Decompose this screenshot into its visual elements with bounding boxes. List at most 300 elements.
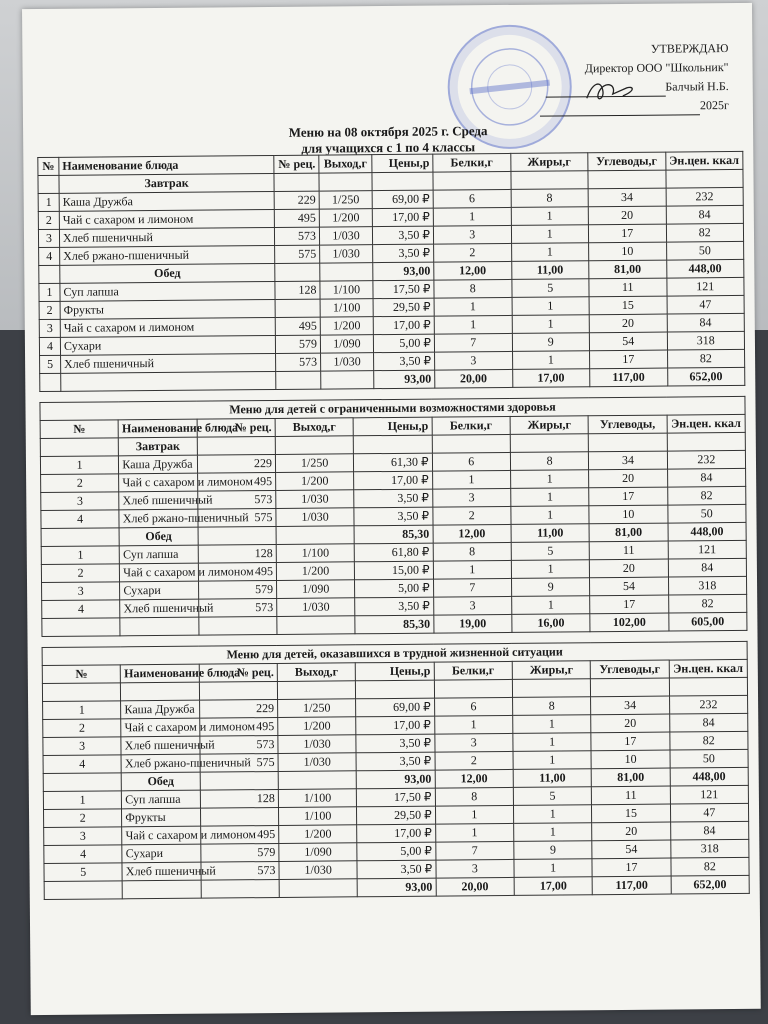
carbs: 20 <box>590 559 668 578</box>
price: 61,30 ₽ <box>354 453 432 472</box>
fat: 1 <box>512 297 590 316</box>
fat: 1 <box>511 243 589 262</box>
protein: 1 <box>433 207 511 226</box>
total-price: 93,00 <box>374 370 435 389</box>
energy: 82 <box>667 349 745 368</box>
energy: 84 <box>667 468 746 487</box>
total-energy: 605,00 <box>668 612 747 631</box>
carbs: 20 <box>589 314 667 333</box>
column-header-price: Цены,р <box>353 417 431 436</box>
portion: 1/200 <box>319 209 372 227</box>
portion: 1/200 <box>320 317 373 335</box>
energy: 47 <box>667 295 745 314</box>
price: 5,00 ₽ <box>357 842 435 861</box>
meal-label-blank <box>354 435 432 454</box>
protein: 2 <box>433 506 511 525</box>
price: 3,50 ₽ <box>372 226 433 245</box>
meal-label-blank <box>38 175 59 193</box>
meal-label: Завтрак <box>119 437 197 456</box>
meal-label-blank <box>200 771 278 790</box>
portion: 1/030 <box>277 598 355 617</box>
price: 3,50 ₽ <box>357 860 435 879</box>
portion: 1/250 <box>319 191 372 209</box>
recipe-number: 229 <box>274 191 319 209</box>
section-caption: Меню для детей с ограниченными возможностями здоровья <box>40 396 745 420</box>
column-header-portion: Выход,г <box>277 663 355 682</box>
energy: 50 <box>670 749 749 768</box>
meal-label-blank <box>589 433 667 452</box>
row-number: 2 <box>43 809 121 828</box>
subtotal-energy: 448,00 <box>670 767 749 786</box>
price: 17,50 ₽ <box>373 280 434 299</box>
total-protein: 20,00 <box>435 369 513 388</box>
portion: 1/100 <box>276 544 354 563</box>
portion: 1/030 <box>320 245 373 263</box>
total-blank <box>40 373 61 391</box>
approver-name: Балчый Н.Б. <box>665 79 729 94</box>
meal-label-blank <box>319 173 372 191</box>
protein: 1 <box>433 560 511 579</box>
fat: 1 <box>511 225 589 244</box>
approver-position: Директор ООО "Школьник" <box>584 60 729 76</box>
carbs: 17 <box>590 595 668 614</box>
recipe-number: 229 <box>199 699 277 718</box>
price: 3,50 ₽ <box>354 489 432 508</box>
column-header-fat: Жиры,г <box>510 416 588 435</box>
price: 3,50 ₽ <box>373 244 434 263</box>
meal-label-blank <box>667 432 746 451</box>
meal-label: Обед <box>60 263 275 283</box>
fat: 1 <box>513 751 591 770</box>
row-number: 1 <box>39 283 60 301</box>
fat: 1 <box>513 733 591 752</box>
portion: 1/250 <box>275 454 353 473</box>
fat: 5 <box>511 542 589 561</box>
total-price: 93,00 <box>357 878 435 897</box>
carbs: 17 <box>588 224 666 243</box>
column-header-recipe-number: № рец. <box>199 663 277 682</box>
carbs: 54 <box>590 577 668 596</box>
portion: 1/200 <box>276 562 354 581</box>
carbs: 20 <box>592 822 670 841</box>
row-number: 1 <box>40 456 118 475</box>
dish-name: Чай с сахаром и лимоном <box>121 718 199 737</box>
price: 15,00 ₽ <box>355 561 433 580</box>
total-blank <box>122 880 200 899</box>
protein: 1 <box>434 297 512 316</box>
portion: 1/090 <box>320 335 373 353</box>
date-line <box>540 114 700 116</box>
total-blank <box>201 879 279 898</box>
protein: 3 <box>433 225 511 244</box>
recipe-number: 573 <box>276 353 321 371</box>
fat: 9 <box>512 333 590 352</box>
total-blank <box>44 881 122 900</box>
portion: 1/100 <box>320 299 373 317</box>
column-header-recipe-number: № рец. <box>274 155 319 173</box>
carbs: 54 <box>589 332 667 351</box>
row-number: 3 <box>41 492 119 511</box>
recipe-number: 573 <box>197 490 275 509</box>
energy: 47 <box>670 803 749 822</box>
recipe-number <box>275 299 320 317</box>
protein: 1 <box>435 823 513 842</box>
protein: 8 <box>435 787 513 806</box>
total-carbs: 117,00 <box>592 876 670 895</box>
column-header-fat: Жиры,г <box>512 661 590 680</box>
row-number: 1 <box>38 193 59 211</box>
dish-name: Фрукты <box>122 808 200 827</box>
fat: 1 <box>512 315 590 334</box>
price: 29,50 ₽ <box>373 298 434 317</box>
column-header-dish-name: Наименование блюда <box>59 155 274 175</box>
portion: 1/030 <box>321 353 374 371</box>
section-caption: Меню для детей, оказавшихся в трудной жизненной ситуации <box>42 641 747 665</box>
fat: 8 <box>510 452 588 471</box>
carbs: 15 <box>589 296 667 315</box>
meal-label-blank <box>40 438 118 457</box>
portion: 1/100 <box>278 789 356 808</box>
dish-name: Сухари <box>120 581 198 600</box>
total-blank <box>277 616 355 635</box>
recipe-number: 579 <box>200 843 278 862</box>
carbs: 20 <box>588 206 666 225</box>
menu-table-grades-1-4 <box>37 151 745 392</box>
recipe-number: 128 <box>200 789 278 808</box>
dish-name: Суп лапша <box>60 281 275 301</box>
row-number: 4 <box>39 247 60 265</box>
dish-name: Каша Дружба <box>119 455 197 474</box>
energy: 232 <box>667 450 746 469</box>
subtotal-carbs: 81,00 <box>589 260 667 279</box>
subtotal-carbs: 81,00 <box>589 523 667 542</box>
protein: 6 <box>434 697 512 716</box>
price: 3,50 ₽ <box>374 352 435 371</box>
protein: 3 <box>434 733 512 752</box>
row-number: 5 <box>40 355 61 373</box>
carbs: 10 <box>591 750 669 769</box>
energy: 50 <box>666 241 744 260</box>
subtotal-carbs: 81,00 <box>591 768 669 787</box>
meal-label-blank <box>372 172 433 191</box>
meal-label-blank <box>591 678 669 697</box>
price: 5,00 ₽ <box>373 334 434 353</box>
recipe-number: 495 <box>274 209 319 227</box>
portion: 1/030 <box>276 490 354 509</box>
recipe-number: 495 <box>198 562 276 581</box>
column-header-row-number: № <box>42 665 120 684</box>
meal-label-blank <box>510 434 588 453</box>
meal-label-blank <box>588 170 666 189</box>
energy: 84 <box>667 313 745 332</box>
menu-title: Меню на 08 октября 2025 г. Среда <box>288 123 488 140</box>
meal-label-blank <box>197 436 275 455</box>
row-number: 4 <box>41 510 119 529</box>
carbs: 15 <box>592 804 670 823</box>
dish-name: Хлеб ржано-пшеничный <box>121 754 199 773</box>
portion: 1/090 <box>276 580 354 599</box>
meal-label-blank <box>199 681 277 700</box>
menu-table-hardship <box>42 641 750 900</box>
meal-label-blank <box>510 171 588 190</box>
meal-label-blank <box>276 526 354 545</box>
price: 69,00 ₽ <box>356 698 434 717</box>
meal-label <box>121 682 199 701</box>
protein: 3 <box>435 351 513 370</box>
meal-label-blank <box>275 263 320 281</box>
energy: 232 <box>669 695 748 714</box>
dish-name: Хлеб ржано-пшеничный <box>60 245 275 265</box>
dish-name: Чай с сахаром и лимоном <box>119 473 197 492</box>
approval-block <box>498 39 729 117</box>
column-header-portion: Выход,г <box>319 155 372 173</box>
energy: 318 <box>670 839 749 858</box>
dish-name: Сухари <box>60 335 275 355</box>
protein: 1 <box>435 805 513 824</box>
price: 69,00 ₽ <box>372 190 433 209</box>
carbs: 20 <box>589 469 667 488</box>
portion: 1/030 <box>278 753 356 772</box>
energy: 82 <box>666 223 744 242</box>
row-number: 2 <box>43 719 121 738</box>
column-header-portion: Выход,г <box>275 418 353 437</box>
row-number: 2 <box>39 301 60 319</box>
carbs: 34 <box>588 188 666 207</box>
dish-name: Хлеб пшеничный <box>120 599 198 618</box>
fat: 1 <box>512 596 590 615</box>
subtotal-protein: 12,00 <box>433 524 511 543</box>
recipe-number: 495 <box>275 317 320 335</box>
meal-label-blank <box>320 263 373 281</box>
dish-name: Хлеб ржано-пшеничный <box>119 509 197 528</box>
fat: 9 <box>511 578 589 597</box>
carbs: 34 <box>589 451 667 470</box>
approve-label: УТВЕРЖДАЮ <box>650 41 729 56</box>
meal-label: Обед <box>122 772 200 791</box>
meal-label-blank <box>39 265 60 283</box>
meal-label-blank <box>665 169 743 188</box>
energy: 84 <box>669 713 748 732</box>
meal-label-blank <box>512 679 590 698</box>
column-header-protein: Белки,г <box>433 153 511 172</box>
carbs: 10 <box>589 242 667 261</box>
fat: 1 <box>513 805 591 824</box>
column-header-fat: Жиры,г <box>510 153 588 172</box>
total-fat: 17,00 <box>512 369 590 388</box>
fat: 8 <box>511 189 589 208</box>
meal-label-blank <box>277 681 355 700</box>
energy: 82 <box>669 731 748 750</box>
total-energy: 652,00 <box>671 875 750 894</box>
energy: 82 <box>671 857 750 876</box>
carbs: 11 <box>589 541 667 560</box>
dish-name: Каша Дружба <box>59 191 274 211</box>
recipe-number: 573 <box>200 735 278 754</box>
carbs: 11 <box>589 278 667 297</box>
dish-name: Суп лапша <box>120 545 198 564</box>
dish-name: Хлеб пшеничный <box>119 491 197 510</box>
carbs: 17 <box>589 487 667 506</box>
energy: 318 <box>668 576 747 595</box>
recipe-number: 575 <box>275 245 320 263</box>
column-header-price: Цены,р <box>356 662 434 681</box>
protein: 6 <box>433 189 511 208</box>
fat: 1 <box>511 560 589 579</box>
protein: 2 <box>434 243 512 262</box>
total-blank <box>321 371 374 389</box>
row-number: 3 <box>38 229 59 247</box>
fat: 9 <box>514 841 592 860</box>
energy: 50 <box>667 504 746 523</box>
energy: 84 <box>666 205 744 224</box>
row-number: 1 <box>43 701 121 720</box>
subtotal-price: 93,00 <box>373 262 434 281</box>
total-energy: 652,00 <box>667 367 745 386</box>
row-number: 4 <box>42 600 120 619</box>
portion: 1/200 <box>278 717 356 736</box>
protein: 3 <box>432 488 510 507</box>
fat: 5 <box>511 279 589 298</box>
row-number: 4 <box>43 755 121 774</box>
subtotal-protein: 12,00 <box>435 769 513 788</box>
row-number: 5 <box>44 863 122 882</box>
row-number: 1 <box>43 791 121 810</box>
recipe-number: 495 <box>197 472 275 491</box>
meal-label-blank <box>356 680 434 699</box>
total-price: 85,30 <box>355 615 433 634</box>
portion: 1/200 <box>276 472 354 491</box>
protein: 2 <box>435 751 513 770</box>
recipe-number: 128 <box>198 544 276 563</box>
dish-name: Каша Дружба <box>121 700 199 719</box>
portion: 1/030 <box>278 735 356 754</box>
column-header-recipe-number: № рец. <box>197 418 275 437</box>
carbs: 20 <box>591 714 669 733</box>
row-number: 2 <box>41 564 119 583</box>
dish-name: Хлеб пшеничный <box>122 862 200 881</box>
approval-year: 2025г <box>699 98 729 113</box>
subtotal-fat: 11,00 <box>511 524 589 543</box>
energy: 82 <box>668 594 747 613</box>
meal-label-blank <box>434 679 512 698</box>
recipe-number: 128 <box>275 281 320 299</box>
total-blank <box>279 879 357 898</box>
recipe-number: 495 <box>199 717 277 736</box>
dish-name: Суп лапша <box>122 790 200 809</box>
energy: 121 <box>666 277 744 296</box>
column-header-carbs: Углеводы,г <box>588 152 666 171</box>
fat: 1 <box>511 470 589 489</box>
fat: 1 <box>511 506 589 525</box>
total-blank <box>276 371 321 389</box>
protein: 3 <box>433 596 511 615</box>
protein: 6 <box>432 452 510 471</box>
carbs: 11 <box>592 786 670 805</box>
dish-name: Чай с сахаром и лимоном <box>60 317 275 337</box>
meal-label-blank <box>42 683 120 702</box>
total-blank <box>61 371 276 391</box>
carbs: 17 <box>592 858 670 877</box>
column-header-protein: Белки,г <box>434 661 512 680</box>
price: 17,00 ₽ <box>357 824 435 843</box>
meal-label-blank <box>41 528 119 547</box>
recipe-number: 579 <box>198 580 276 599</box>
fat: 1 <box>514 859 592 878</box>
total-blank <box>198 616 276 635</box>
price: 17,00 ₽ <box>372 208 433 227</box>
column-header-price: Цены,р <box>372 154 433 173</box>
meal-label: Завтрак <box>59 173 274 193</box>
fat: 1 <box>511 488 589 507</box>
energy: 84 <box>668 558 747 577</box>
fat: 1 <box>514 823 592 842</box>
total-fat: 16,00 <box>512 614 590 633</box>
meal-label-blank <box>275 436 353 455</box>
subtotal-fat: 11,00 <box>513 769 591 788</box>
meal-label-blank <box>669 677 748 696</box>
protein: 8 <box>433 542 511 561</box>
menu-subtitle: для учащихся с 1 по 4 классы <box>301 139 476 156</box>
portion: 1/030 <box>319 227 372 245</box>
meal-label: Обед <box>119 527 197 546</box>
subtotal-price: 93,00 <box>356 770 434 789</box>
price: 17,00 ₽ <box>373 316 434 335</box>
subtotal-protein: 12,00 <box>434 261 512 280</box>
subtotal-energy: 448,00 <box>666 259 744 278</box>
total-protein: 20,00 <box>436 877 514 896</box>
column-header-carbs: Углеводы, <box>588 415 666 434</box>
energy: 318 <box>667 331 745 350</box>
meal-label-blank <box>278 771 356 790</box>
portion: 1/030 <box>276 508 354 527</box>
portion: 1/090 <box>279 843 357 862</box>
energy: 121 <box>670 785 749 804</box>
portion: 1/100 <box>320 281 373 299</box>
fat: 1 <box>513 715 591 734</box>
dish-name: Хлеб пшеничный <box>121 736 199 755</box>
dish-name: Чай с сахаром и лимоном <box>59 209 274 229</box>
column-header-dish-name: Наименование блюда <box>121 664 199 683</box>
recipe-number: 495 <box>200 825 278 844</box>
menu-sheet <box>22 3 761 1015</box>
recipe-number: 575 <box>200 753 278 772</box>
carbs: 34 <box>591 696 669 715</box>
column-header-row-number: № <box>38 157 59 175</box>
portion: 1/030 <box>279 861 357 880</box>
column-header-energy: Эн.цен. ккал <box>669 659 748 678</box>
price: 3,50 ₽ <box>354 507 432 526</box>
row-number: 1 <box>41 546 119 565</box>
price: 3,50 ₽ <box>356 734 434 753</box>
carbs: 10 <box>589 505 667 524</box>
carbs: 54 <box>592 840 670 859</box>
portion: 1/200 <box>279 825 357 844</box>
recipe-number: 573 <box>201 861 279 880</box>
meal-label-blank <box>433 171 511 190</box>
recipe-number: 573 <box>198 598 276 617</box>
total-carbs: 102,00 <box>590 613 668 632</box>
subtotal-fat: 11,00 <box>511 261 589 280</box>
price: 17,50 ₽ <box>357 788 435 807</box>
energy: 121 <box>668 540 747 559</box>
protein: 1 <box>434 715 512 734</box>
price: 61,80 ₽ <box>355 543 433 562</box>
column-header-row-number: № <box>40 420 118 439</box>
dish-name: Фрукты <box>60 299 275 319</box>
row-number: 2 <box>38 211 59 229</box>
price: 29,50 ₽ <box>357 806 435 825</box>
protein: 1 <box>432 470 510 489</box>
